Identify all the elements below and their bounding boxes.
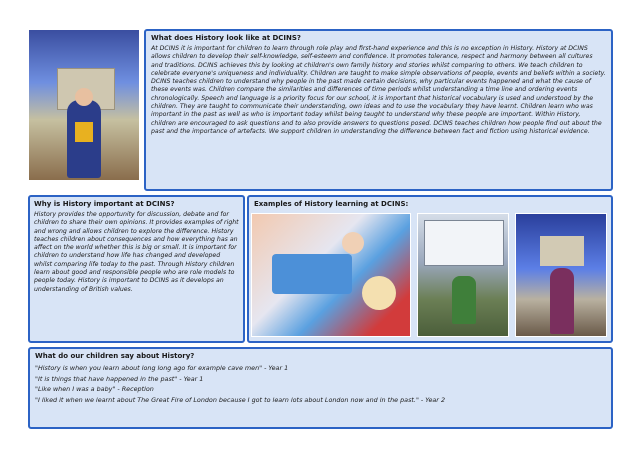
panel-title: Why is History important at DCINS?: [34, 200, 175, 208]
photo-children-whiteboard: [417, 213, 509, 337]
whiteboard: [424, 220, 504, 266]
photo-children-lego-map: [251, 213, 411, 337]
panel-examples: [247, 195, 613, 343]
quote-2: "It is things that have happened in the past" - Year 1: [35, 374, 204, 383]
tabard-emblem: [75, 122, 93, 142]
castle-display: [540, 236, 584, 266]
photo-child-costume: [515, 213, 607, 337]
quote-3: "Like when I was a baby" - Reception: [35, 385, 154, 393]
panel-history-look-like: [144, 29, 613, 191]
panel-title: What do our children say about History?: [35, 352, 195, 360]
photo-child-knight-classroom: [28, 29, 140, 181]
panel-title: Examples of History learning at DCINS:: [254, 200, 409, 208]
panel-title: What does History look like at DCINS?: [151, 34, 301, 42]
panel-body: At DCINS it is important for children to learn through role play and first-hand experience and this is no exception in History. History at DCINS allows children to develop their self-knowledge, self-esteem and confidence. It promotes tolerance, respect and harmony between all cultures and traditions. DCINS achieves this by looking at children's own family history and stories whilst comparing to others. We teach children to celebrate everyone's uniqueness and individuality. Children are taught to make simple observations of people, events and beliefs within a society. DCINS teaches children to understand why people in the past made certain decisions, why particular events happened and what the cause of these events was. Children compare the similarities and differences of time periods whilst understanding a time line and ordering events chronologically. Speech and language is a priority focus for our school, it is important that historical vocabulary is used and understood by the children. They are taught to communicate their understanding, own ideas and to use the vocabulary they have learnt. Children learn who was important in the past as well as who is important today whilst being taught to understand why these people are important. Within History, children are encouraged to ask questions and to also provide answers to questions posed. DCINS teaches children how people find out about the past and the importance of artefacts. We support children in understanding the difference between fact and fiction using historical evidence.: [151, 45, 606, 135]
child-costume-figure: [550, 268, 574, 334]
child-head: [75, 88, 93, 106]
child-one: [342, 232, 364, 254]
blue-mat: [272, 254, 352, 294]
panel-why-important: [28, 195, 245, 343]
quote-4: "I liked it when we learnt about The Great Fire of London because I got to learn lots about London now and in the past." - Year 2: [35, 395, 446, 404]
child-two: [362, 276, 396, 310]
panel-body: History provides the opportunity for discussion, debate and for children to share their own opinions. It provides examples of right and wrong and allows children to explore the difference. History teaches children about consequences and how everything has an affect on the world whether this is big or small. It is important for children to understand how life has changed and developed whilst comparing life today to the past. Through History children learn about good and responsible people who are role models to people today. History is important to DCINS as it develops an understanding of British values.: [34, 211, 239, 293]
quote-1: "History is when you learn about long long ago for example cave men" - Year 1: [35, 364, 289, 372]
panel-children-say: [28, 347, 613, 429]
child-three: [452, 276, 476, 324]
